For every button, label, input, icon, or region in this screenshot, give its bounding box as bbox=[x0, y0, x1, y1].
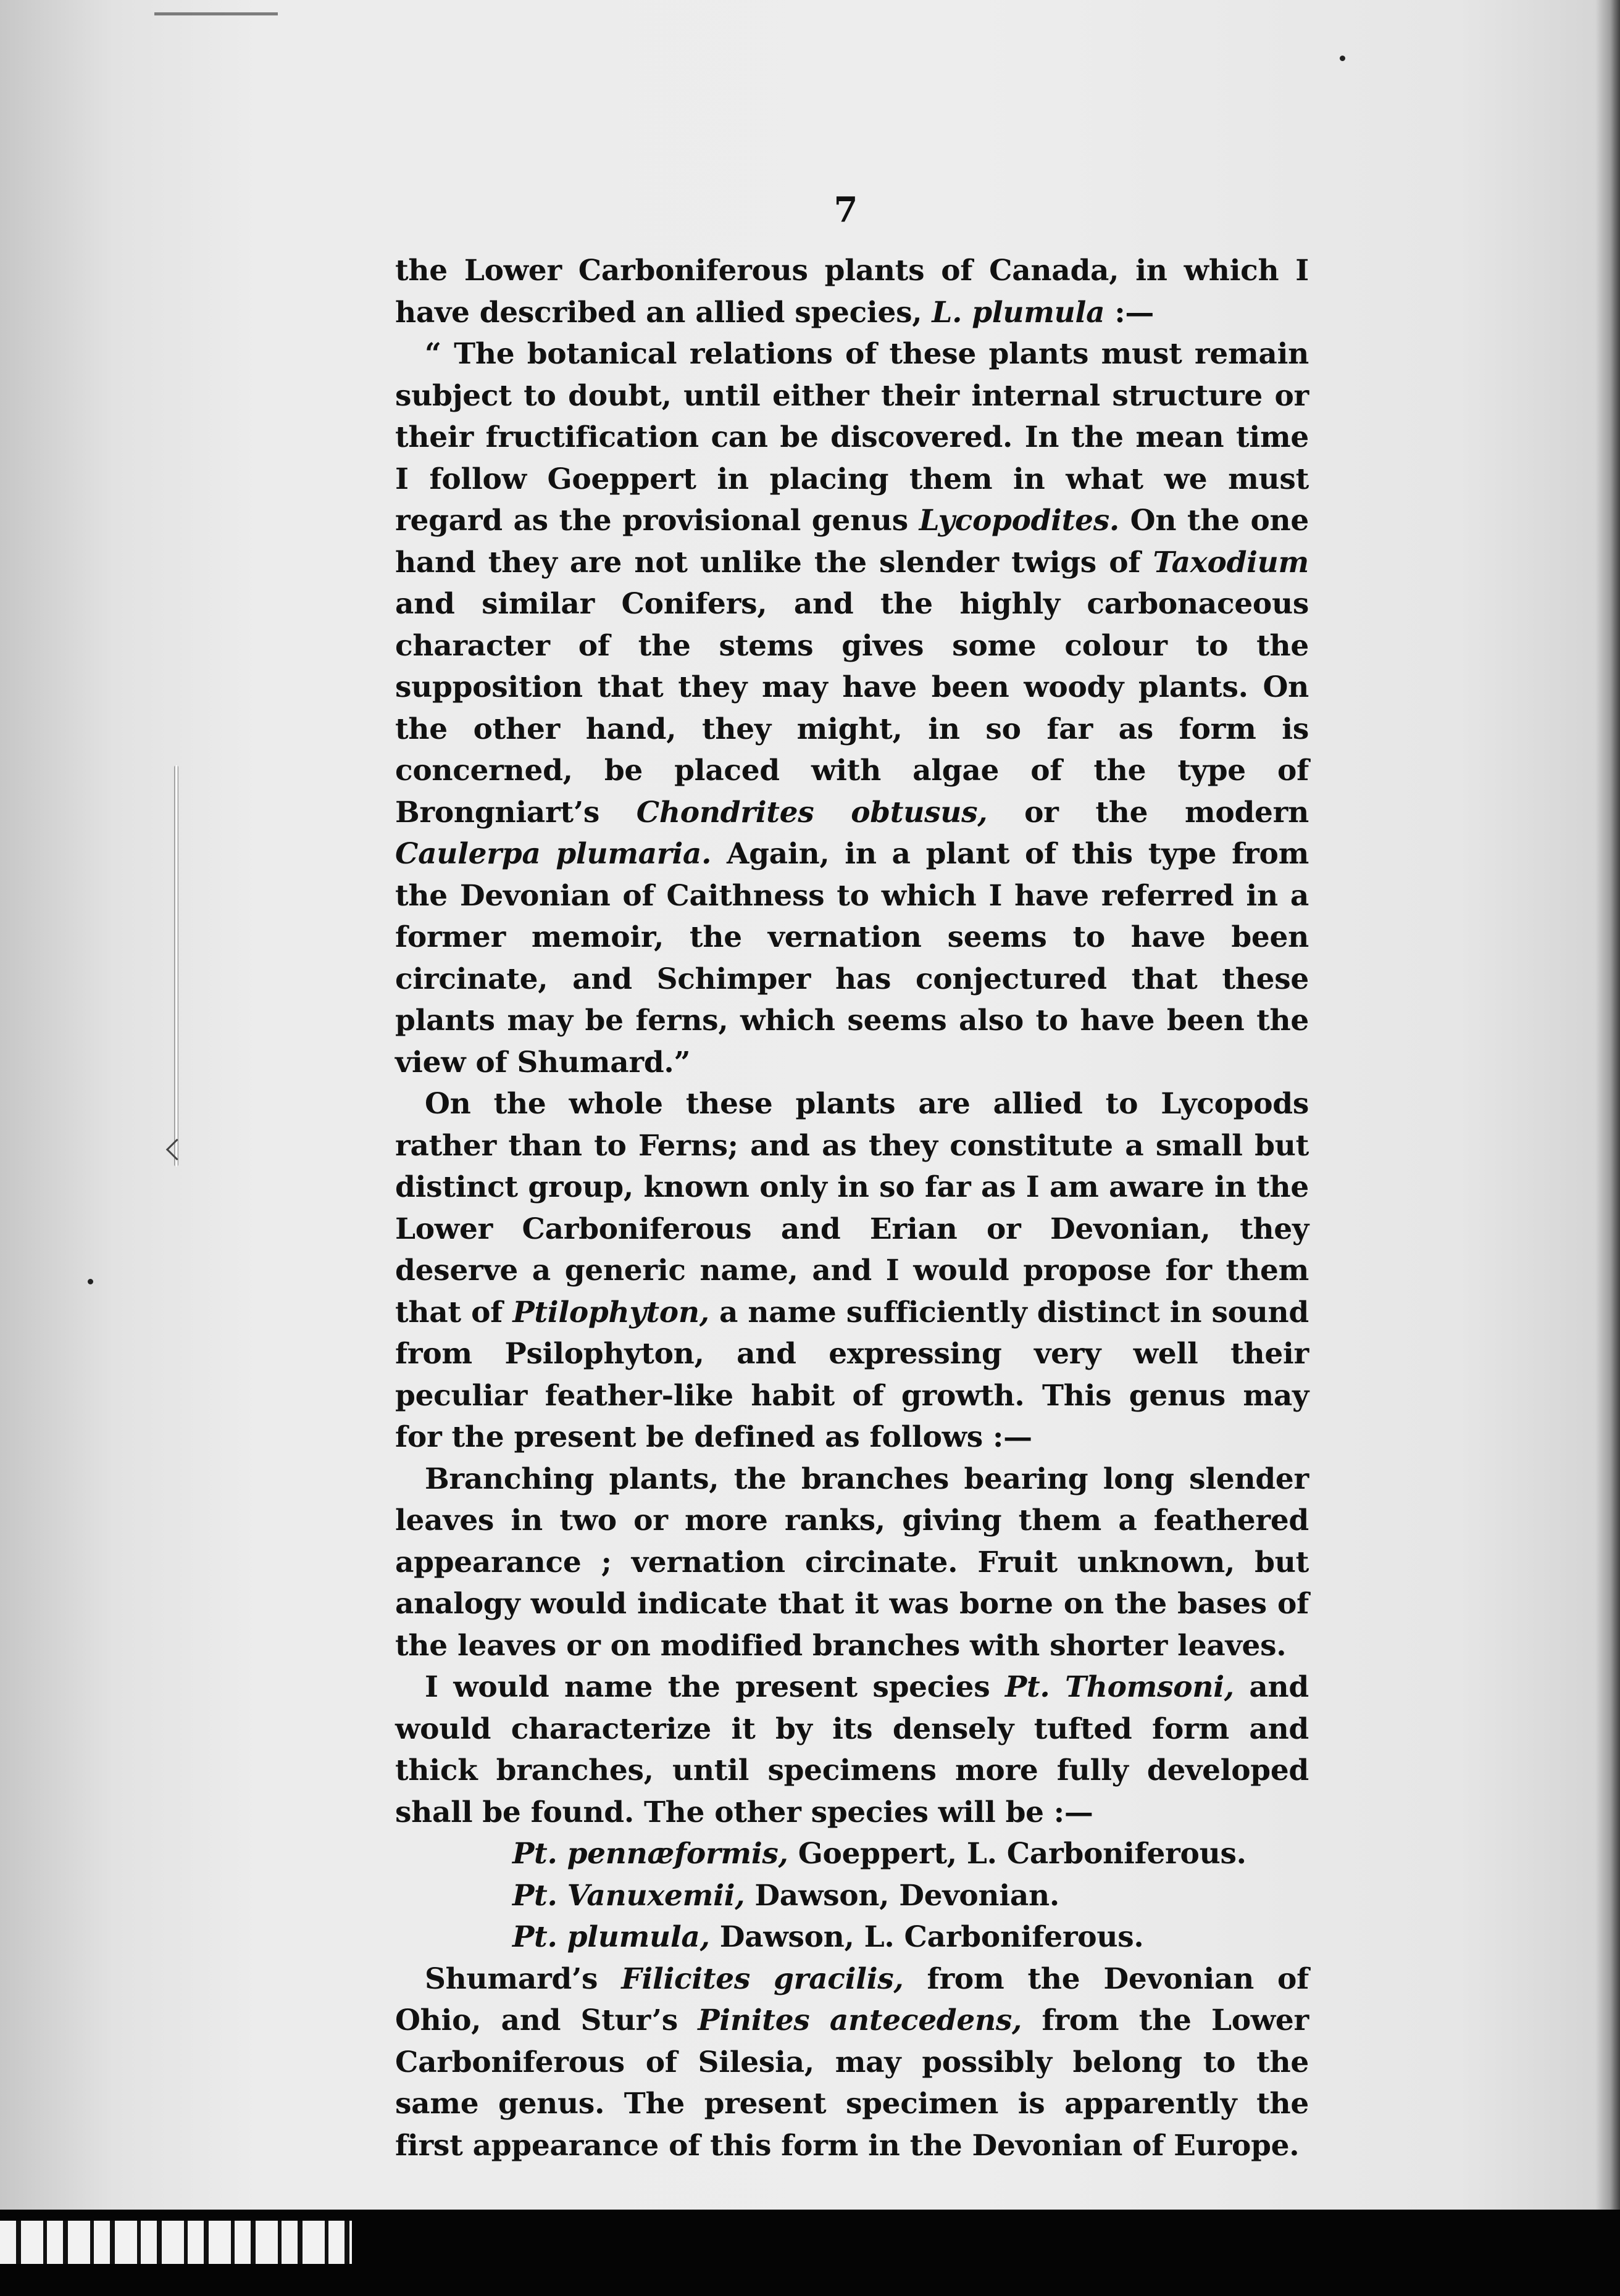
paragraph-p5 bbox=[395, 1666, 1309, 1833]
italic-term: Caulerpa plumaria. bbox=[395, 837, 712, 871]
ink-speck bbox=[88, 1279, 93, 1284]
species-authority: Dawson, L. Carboniferous. bbox=[709, 1920, 1144, 1954]
species-name: Pt. plumula, bbox=[512, 1920, 710, 1954]
text-run: “ The botanical relations of these plants must remain subject to doubt, until either their internal structure or their fructification can be discovered. In the mean time I follow Goeppert in placing them in what we must regard as the provisional genus bbox=[395, 337, 1309, 538]
page-number: 7 bbox=[833, 189, 858, 230]
italic-term: Pinites antecedens, bbox=[698, 2003, 1022, 2037]
margin-pencil-line bbox=[174, 765, 178, 1167]
paragraph-p3 bbox=[395, 1083, 1309, 1458]
paragraph-group bbox=[395, 250, 1309, 1833]
text-run: a name sufficiently distinct in sound from Psilophyton, and expressing very well their peculiar feather-like habit of growth. This genus may for the present be defined as follows :— bbox=[395, 1295, 1309, 1454]
italic-term: Lycopodites. bbox=[919, 504, 1119, 538]
species-authority: Dawson, Devonian. bbox=[745, 1878, 1059, 1913]
margin-pencil-arrow bbox=[166, 1139, 188, 1160]
species-list-item bbox=[512, 1916, 1309, 1958]
ink-speck bbox=[1340, 56, 1345, 61]
italic-term: Filicites gracilis, bbox=[621, 1961, 904, 1996]
text-run: I would name the present species bbox=[425, 1670, 1005, 1704]
paragraph-p4 bbox=[395, 1458, 1309, 1667]
scan-mark-top bbox=[154, 0, 278, 15]
paragraph-p1 bbox=[395, 250, 1309, 333]
film-strip bbox=[0, 2221, 352, 2264]
text-run: :— bbox=[1104, 295, 1154, 330]
species-name: Pt. Vanuxemii, bbox=[512, 1878, 745, 1913]
paragraph-p6 bbox=[395, 1958, 1309, 2167]
text-run: or the modern bbox=[987, 795, 1309, 830]
species-list-item bbox=[512, 1833, 1309, 1875]
text-run: Again, in a plant of this type from the Devonian of Caithness to which I have referred in a former memoir, the vernation seems to have been circinate, and Schimper has conjectured that these plants may be ferns, which seems also to have been the view of Shumard.” bbox=[395, 837, 1309, 1079]
body-text bbox=[395, 250, 1309, 2166]
text-run: On the whole these plants are allied to Lycopods rather than to Ferns; and as they constitute a small but distinct group, known only in so far as I am aware in the Lower Carboniferous and Erian or Devonian, they deserve a generic name, and I would propose for them that of bbox=[395, 1087, 1309, 1329]
italic-term: Pt. Thomsoni, bbox=[1004, 1670, 1234, 1704]
species-list bbox=[395, 1833, 1309, 1958]
scan-bottom-border bbox=[0, 2210, 1620, 2296]
paragraph-p2 bbox=[395, 333, 1309, 1083]
text-run: from the Lower Carboniferous of Silesia, may possibly belong to the same genus. The present specimen is apparently the first appearance of this form in the Devonian of Europe. bbox=[395, 2003, 1309, 2163]
italic-term: L. plumula bbox=[932, 295, 1105, 330]
text-run: the Lower Carboniferous plants of Canada, in which I have described an allied species, bbox=[395, 254, 1309, 330]
text-run: On the one hand they are not unlike the slender twigs of bbox=[395, 504, 1309, 580]
text-run: from the Devonian of Ohio, and Stur’s bbox=[395, 1961, 1309, 2037]
page-shadow-edge bbox=[1595, 0, 1620, 2296]
species-name: Pt. pennæformis, bbox=[512, 1837, 788, 1871]
closing-paragraph-group bbox=[395, 1958, 1309, 2167]
text-run: Shumard’s bbox=[425, 1961, 622, 1996]
italic-term: Chondrites obtusus, bbox=[636, 795, 988, 830]
text-run: and similar Conifers, and the highly carbonaceous character of the stems gives some colour to the supposition that they may have been woody plants. On the other hand, they might, in so far as form is concerned, be placed with algae of the type of Brongniart’s bbox=[395, 587, 1309, 830]
species-authority: Goeppert, L. Carboniferous. bbox=[788, 1837, 1246, 1871]
italic-term: Ptilophyton, bbox=[512, 1295, 709, 1329]
text-run: Branching plants, the branches bearing long slender leaves in two or more ranks, giving them a feathered appearance ; vernation circinate. Fruit unknown, but analogy would indicate that it was borne on the bases of the leaves or on modified branches with shorter leaves. bbox=[395, 1462, 1309, 1663]
italic-term: Taxodium bbox=[1153, 545, 1309, 580]
species-list-item bbox=[512, 1875, 1309, 1917]
text-run: and would characterize it by its densely tufted form and thick branches, until specimens more fully developed shall be found. The other species will be :— bbox=[395, 1670, 1309, 1829]
